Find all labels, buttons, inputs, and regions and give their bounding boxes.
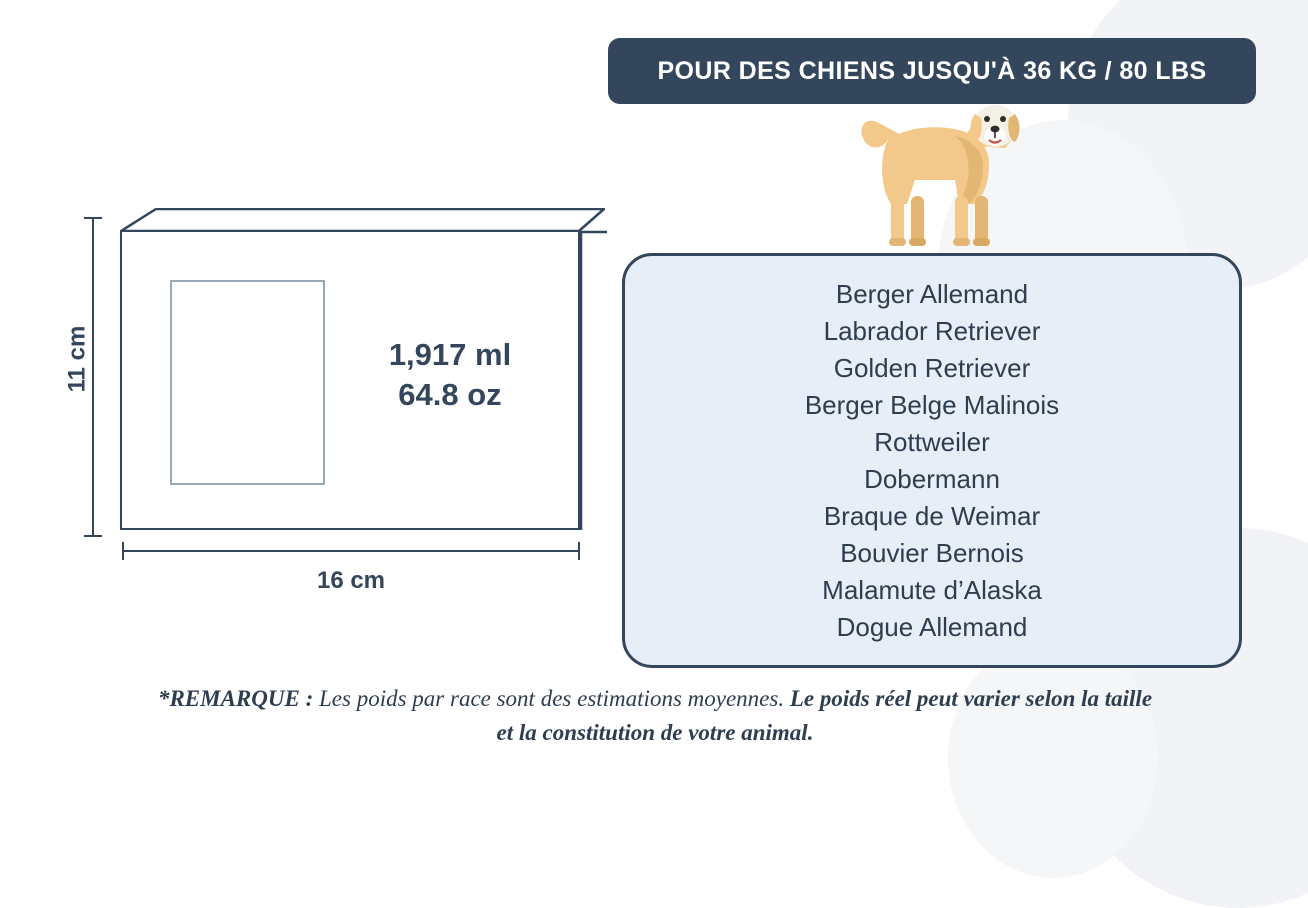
header-title: POUR DES CHIENS JUSQU'À 36 KG / 80 LBS bbox=[657, 56, 1207, 85]
list-item: Bouvier Bernois bbox=[840, 537, 1024, 568]
background-blob bbox=[948, 638, 1158, 878]
box-diagram bbox=[60, 195, 620, 615]
volume-readout bbox=[310, 335, 590, 415]
dog-illustration bbox=[855, 100, 1035, 265]
breed-list-panel bbox=[622, 253, 1242, 668]
height-dimension-line bbox=[92, 217, 94, 537]
box-inner-panel bbox=[170, 280, 325, 485]
footnote-label: *REMARQUE : bbox=[157, 686, 314, 711]
height-dimension-label: 11 cm bbox=[63, 325, 91, 393]
list-item: Dobermann bbox=[864, 463, 1000, 494]
volume-ml: 1,917 ml bbox=[388, 337, 512, 372]
volume-oz: 64.8 oz bbox=[398, 377, 502, 412]
list-item: Rottweiler bbox=[874, 426, 990, 457]
footnote-text-bold: Le poids réel peut varier selon la taille et la constitution de votre animal. bbox=[496, 686, 1153, 745]
box-top-face bbox=[120, 208, 605, 232]
header-banner bbox=[608, 38, 1256, 104]
list-item: Malamute d’Alaska bbox=[822, 574, 1042, 605]
footnote bbox=[150, 682, 1160, 750]
width-dimension-line bbox=[122, 550, 580, 552]
list-item: Braque de Weimar bbox=[823, 500, 1041, 531]
list-item: Berger Belge Malinois bbox=[804, 389, 1060, 420]
footnote-text-regular: Les poids par race sont des estimations moyennes. bbox=[313, 686, 790, 711]
list-item: Berger Allemand bbox=[835, 278, 1029, 309]
width-dimension-label: 16 cm bbox=[316, 567, 386, 594]
list-item: Dogue Allemand bbox=[836, 611, 1028, 642]
list-item: Golden Retriever bbox=[833, 352, 1031, 383]
list-item: Labrador Retriever bbox=[823, 315, 1041, 346]
